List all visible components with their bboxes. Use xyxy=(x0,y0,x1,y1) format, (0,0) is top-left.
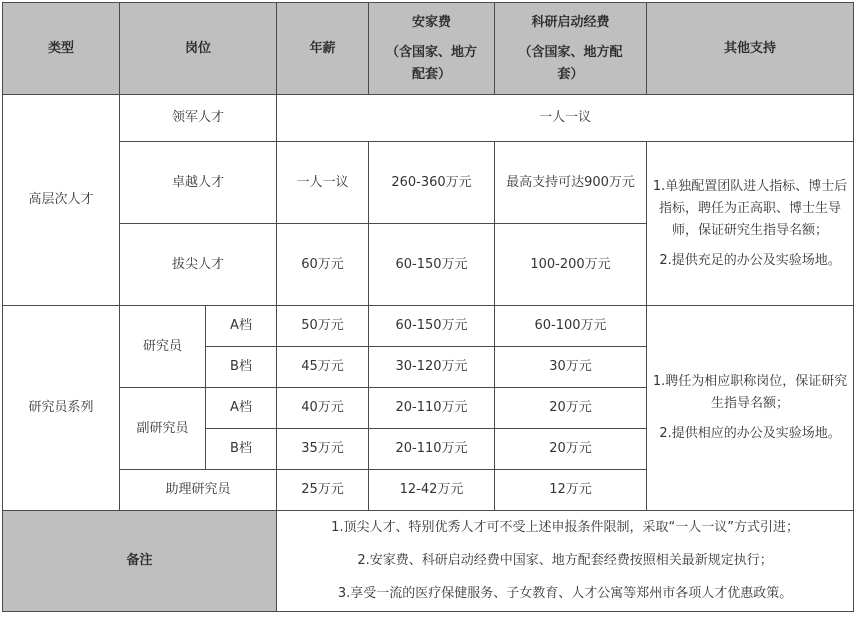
header-research-fund-note: （含国家、地方配 xyxy=(518,44,623,60)
header-research-fund-note2: 套） xyxy=(557,66,584,82)
settle-fee-cell: 20-110万元 xyxy=(369,429,495,470)
excellent-salary: 一人一议 xyxy=(277,142,369,224)
notes-content xyxy=(277,511,854,612)
excellent-research-fund: 最高支持可达900万元 xyxy=(495,142,647,224)
research-fund-cell: 20万元 xyxy=(495,388,647,429)
table-row xyxy=(3,95,854,142)
salary-cell: 35万元 xyxy=(277,429,369,470)
header-research-fund xyxy=(495,3,647,95)
header-row xyxy=(3,3,854,95)
notes-label: 备注 xyxy=(3,511,277,612)
header-research-fund-title: 科研启动经费 xyxy=(531,14,610,30)
table-row xyxy=(3,306,854,347)
senior-other-item: 2.提供充足的办公及实验场地。 xyxy=(659,252,841,268)
top-settle-fee: 60-150万元 xyxy=(369,224,495,306)
header-settle-fee-title: 安家费 xyxy=(412,14,452,30)
settle-fee-cell: 12-42万元 xyxy=(369,470,495,511)
header-position: 岗位 xyxy=(120,3,277,95)
salary-cell: 25万元 xyxy=(277,470,369,511)
note-item: 2.安家费、科研启动经费中国家、地方配套经费按照相关最新规定执行； xyxy=(357,553,773,568)
research-fund-cell: 60-100万元 xyxy=(495,306,647,347)
researcher-other-item: 2.提供相应的办公及实验场地。 xyxy=(659,426,841,441)
researcher-other-support xyxy=(647,306,854,511)
position-researcher: 研究员 xyxy=(120,306,206,388)
header-settle-fee-note2: 配套） xyxy=(412,66,452,82)
researcher-other-item: 1.聘任为相应职称岗位，保证研究生指导名额； xyxy=(652,374,848,411)
position-leader: 领军人才 xyxy=(120,95,277,142)
position-excellent: 卓越人才 xyxy=(120,142,277,224)
header-other: 其他支持 xyxy=(647,3,854,95)
leader-negotiable: 一人一议 xyxy=(277,95,854,142)
salary-cell: 50万元 xyxy=(277,306,369,347)
position-associate-researcher: 副研究员 xyxy=(120,388,206,470)
table-row xyxy=(3,142,854,224)
top-research-fund: 100-200万元 xyxy=(495,224,647,306)
note-item: 1.顶尖人才、特别优秀人才可不受上述申报条件限制，采取“一人一议”方式引进； xyxy=(331,520,799,535)
notes-row xyxy=(3,511,854,612)
senior-other-item: 1.单独配置团队进人指标、博士后指标，聘任为正高职、博士生导师，保证研究生指导名额； xyxy=(652,178,848,238)
header-settle-fee xyxy=(369,3,495,95)
settle-fee-cell: 30-120万元 xyxy=(369,347,495,388)
research-fund-cell: 20万元 xyxy=(495,429,647,470)
header-type: 类型 xyxy=(3,3,120,95)
top-salary: 60万元 xyxy=(277,224,369,306)
excellent-settle-fee: 260-360万元 xyxy=(369,142,495,224)
position-top: 拔尖人才 xyxy=(120,224,277,306)
settle-fee-cell: 20-110万元 xyxy=(369,388,495,429)
tier-label: A档 xyxy=(206,388,277,429)
salary-cell: 45万元 xyxy=(277,347,369,388)
position-assistant-researcher: 助理研究员 xyxy=(120,470,277,511)
talent-policy-table xyxy=(2,2,854,612)
research-fund-cell: 12万元 xyxy=(495,470,647,511)
tier-label: A档 xyxy=(206,306,277,347)
research-fund-cell: 30万元 xyxy=(495,347,647,388)
note-item: 3.享受一流的医疗保健服务、子女教育、人才公寓等郑州市各项人才优惠政策。 xyxy=(337,586,793,601)
salary-cell: 40万元 xyxy=(277,388,369,429)
category-researcher: 研究员系列 xyxy=(3,306,120,511)
tier-label: B档 xyxy=(206,429,277,470)
header-salary: 年薪 xyxy=(277,3,369,95)
category-senior: 高层次人才 xyxy=(3,95,120,306)
settle-fee-cell: 60-150万元 xyxy=(369,306,495,347)
tier-label: B档 xyxy=(206,347,277,388)
senior-other-support xyxy=(647,142,854,306)
header-settle-fee-note: （含国家、地方 xyxy=(386,44,478,60)
